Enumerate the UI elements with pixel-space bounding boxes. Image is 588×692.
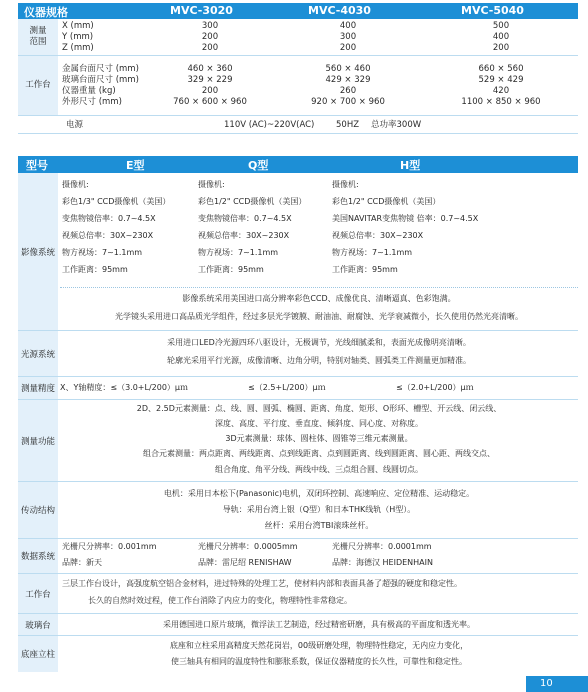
stage-label: 工作台 <box>18 56 58 115</box>
stage-row-dimension: 外形尺寸 (mm) 760 × 600 × 960 920 × 700 × 960 1100 × 850 × 960 <box>62 97 541 107</box>
range-section <box>18 19 578 56</box>
type-q: Q型 <box>248 159 269 172</box>
data-resolution-h: 光栅尺分辨率：0.0001mm <box>332 542 432 551</box>
model-mvc-4030: MVC-4030 <box>308 4 371 17</box>
power-voltage: 110V (AC)~220V(AC) <box>224 120 315 130</box>
light-label: 光源系统 <box>18 331 58 376</box>
range-row-y: Y (mm) 200 300 400 <box>62 32 510 42</box>
power-row <box>18 116 578 134</box>
glass-section <box>18 614 578 636</box>
imaging-note-2: 光学镜头采用进口高品质光学组件，经过多层光学镀膜、耐油油、耐腐蚀、光学衰减微小，长久使用仍然光亮清晰。 <box>115 312 523 321</box>
imaging-label: 影像系统 <box>18 173 58 330</box>
spec-table <box>18 3 578 134</box>
function-section <box>18 400 578 482</box>
range-row-x: X (mm) 300 400 500 <box>62 21 510 31</box>
base-line-1: 底座和立柱采用高精度天然花岗岩，00级研磨处理，物理特性稳定，无内应力变化， <box>169 641 469 650</box>
function-line-1: 2D、2.5D元素测量：点、线、圆、圆弧、椭圆、距离、角度、矩形、O形环、槽型、开云线、闭云线、 <box>136 404 502 413</box>
page-number: 10 <box>526 676 588 692</box>
stage-row-glass: 玻璃台面尺寸 (mm) 329 × 229 429 × 329 529 × 429 <box>62 75 524 85</box>
drive-line-2: 导轨：采用台湾上银（Q型）和日本THK线轨（H型）。 <box>222 505 416 514</box>
stage-row-metal: 金属台面尺寸 (mm) 460 × 360 560 × 460 660 × 560 <box>62 64 524 74</box>
drive-line-1: 电机：采用日本松下(Panasonic)电机，双闭环控制、高速响应、定位精准、运动稳定。 <box>163 489 475 498</box>
function-line-2: 深度、高度、平行度、垂直度、倾斜度、同心度、对称度。 <box>215 419 423 428</box>
base-label: 底座立柱 <box>18 636 58 672</box>
accuracy-h: ≤（2.0+L/200）μｍ <box>396 383 474 392</box>
imaging-divider <box>60 287 578 288</box>
imaging-section: 影像系统 摄像机: 彩色1/3" CCD摄像机（美国） 变焦物镜倍率：0.7~4.5X 视频总倍率：30X~230X 物方视场：7~1.1mm 工作距离：95mm 摄像机: 彩色1/2" CCD摄像机（美国） 变焦物镜倍率：0.7~4.5X 视频总倍率：30X~230X 物方视场：7~1.1mm 工作距离：95mm 摄像机: 彩色1/2" CCD摄像机（美国） 美国NAVITAR变焦物镜 倍率：0.7~4.5X 视频总倍率：30X~230X 物方视场：7~1.1mm 工作距离：95mm 影像系统采用美国进口高分辨率彩色CCD、成像优良、清晰逼真、色彩饱满。 光学镜头采用进口高品质光学组件，经过多层光学镀膜、耐油油、耐腐蚀、光学衰减微小，长久使用仍然光亮清晰。 <box>18 173 578 331</box>
light-line-1: 采用进口LED冷光源四环八驱设计，无极调节，光线细腻柔和，表面光成像明亮清晰。 <box>167 338 471 347</box>
accuracy-e: X、Y轴精度：≤（3.0+L/200）μｍ <box>60 383 189 392</box>
power-total: 总功率300W <box>371 120 422 130</box>
light-section <box>18 331 578 377</box>
range-label: 测量范围 <box>18 19 58 55</box>
detail-table <box>18 156 578 672</box>
light-line-2: 轮廓光采用平行光源，成像清晰、边角分明，特别对轴类、圆弧类工件测量更加精准。 <box>167 356 471 365</box>
data-resolution-q: 光栅尺分辨率：0.0005mm <box>198 542 298 551</box>
model-mvc-5040: MVC-5040 <box>461 4 524 17</box>
detail-header-label: 型号 <box>26 159 48 172</box>
drive-line-3: 丝杆：采用台湾TBI滚珠丝杆。 <box>264 521 374 530</box>
base-line-2: 使三轴具有相同的温度特性和膨胀系数，保证仪器精度的长久性，可靠性和稳定性。 <box>171 657 467 666</box>
model-mvc-3020: MVC-3020 <box>170 4 233 17</box>
data-brand-h: 品牌：海德汉 HEIDENHAIN <box>332 558 434 567</box>
data-resolution-e: 光栅尺分辨率：0.001mm <box>62 542 157 551</box>
accuracy-label: 测量精度 <box>18 377 58 399</box>
workbench-label: 工作台 <box>18 574 58 613</box>
data-label: 数据系统 <box>18 539 58 573</box>
function-label: 测量功能 <box>18 400 58 481</box>
drive-section <box>18 482 578 539</box>
function-line-4: 组合元素测量：两点距离、两线距离、点到线距离、点到圆距离、线到圆距离、圆心距、两线交点、 <box>143 449 495 458</box>
base-section <box>18 636 578 672</box>
accuracy-q: ≤（2.5+L/200）μｍ <box>248 383 326 392</box>
data-brand-e: 品牌：新天 <box>62 558 102 567</box>
drive-label: 传动结构 <box>18 482 58 538</box>
type-e: E型 <box>126 159 145 172</box>
workbench-line-1: 三层工作台设计，高强度航空铝合金材料，进过特殊的处理工艺，使材料内部和表面具备了超强的硬度和稳定性。 <box>62 579 462 588</box>
type-h: H型 <box>400 159 421 172</box>
detail-table-header <box>18 156 578 173</box>
stage-row-weight: 仪器重量 (kg) 200 260 420 <box>62 86 510 96</box>
spec-table-header <box>18 3 578 19</box>
workbench-line-2: 长久的自然时效过程，使工作台消除了内应力的变化，物理特性非常稳定。 <box>88 596 352 605</box>
imaging-note-1: 影像系统采用美国进口高分辨率彩色CCD、成像优良、清晰逼真、色彩饱满。 <box>182 294 456 303</box>
function-line-3: 3D元素测量：球体、圆柱体、圆锥等三维元素测量。 <box>225 434 413 443</box>
workbench-section <box>18 574 578 614</box>
accuracy-section <box>18 377 578 400</box>
power-frequency: 50HZ <box>336 120 360 130</box>
glass-line-1: 采用德国进口原片玻璃，微浮法工艺制造，经过精密研磨，具有极高的平面度和透光率。 <box>163 620 475 629</box>
spec-header-label: 仪器规格 <box>24 6 68 19</box>
data-section <box>18 539 578 574</box>
range-row-z: Z (mm) 200 200 200 <box>62 43 510 53</box>
stage-section <box>18 56 578 116</box>
power-label: 电源 <box>66 120 84 130</box>
glass-label: 玻璃台 <box>18 614 58 635</box>
data-brand-q: 品牌：雷尼绍 RENISHAW <box>198 558 292 567</box>
function-line-5: 组合角度、角平分线、两线中线、三点组合圆、线圆切点。 <box>215 465 423 474</box>
